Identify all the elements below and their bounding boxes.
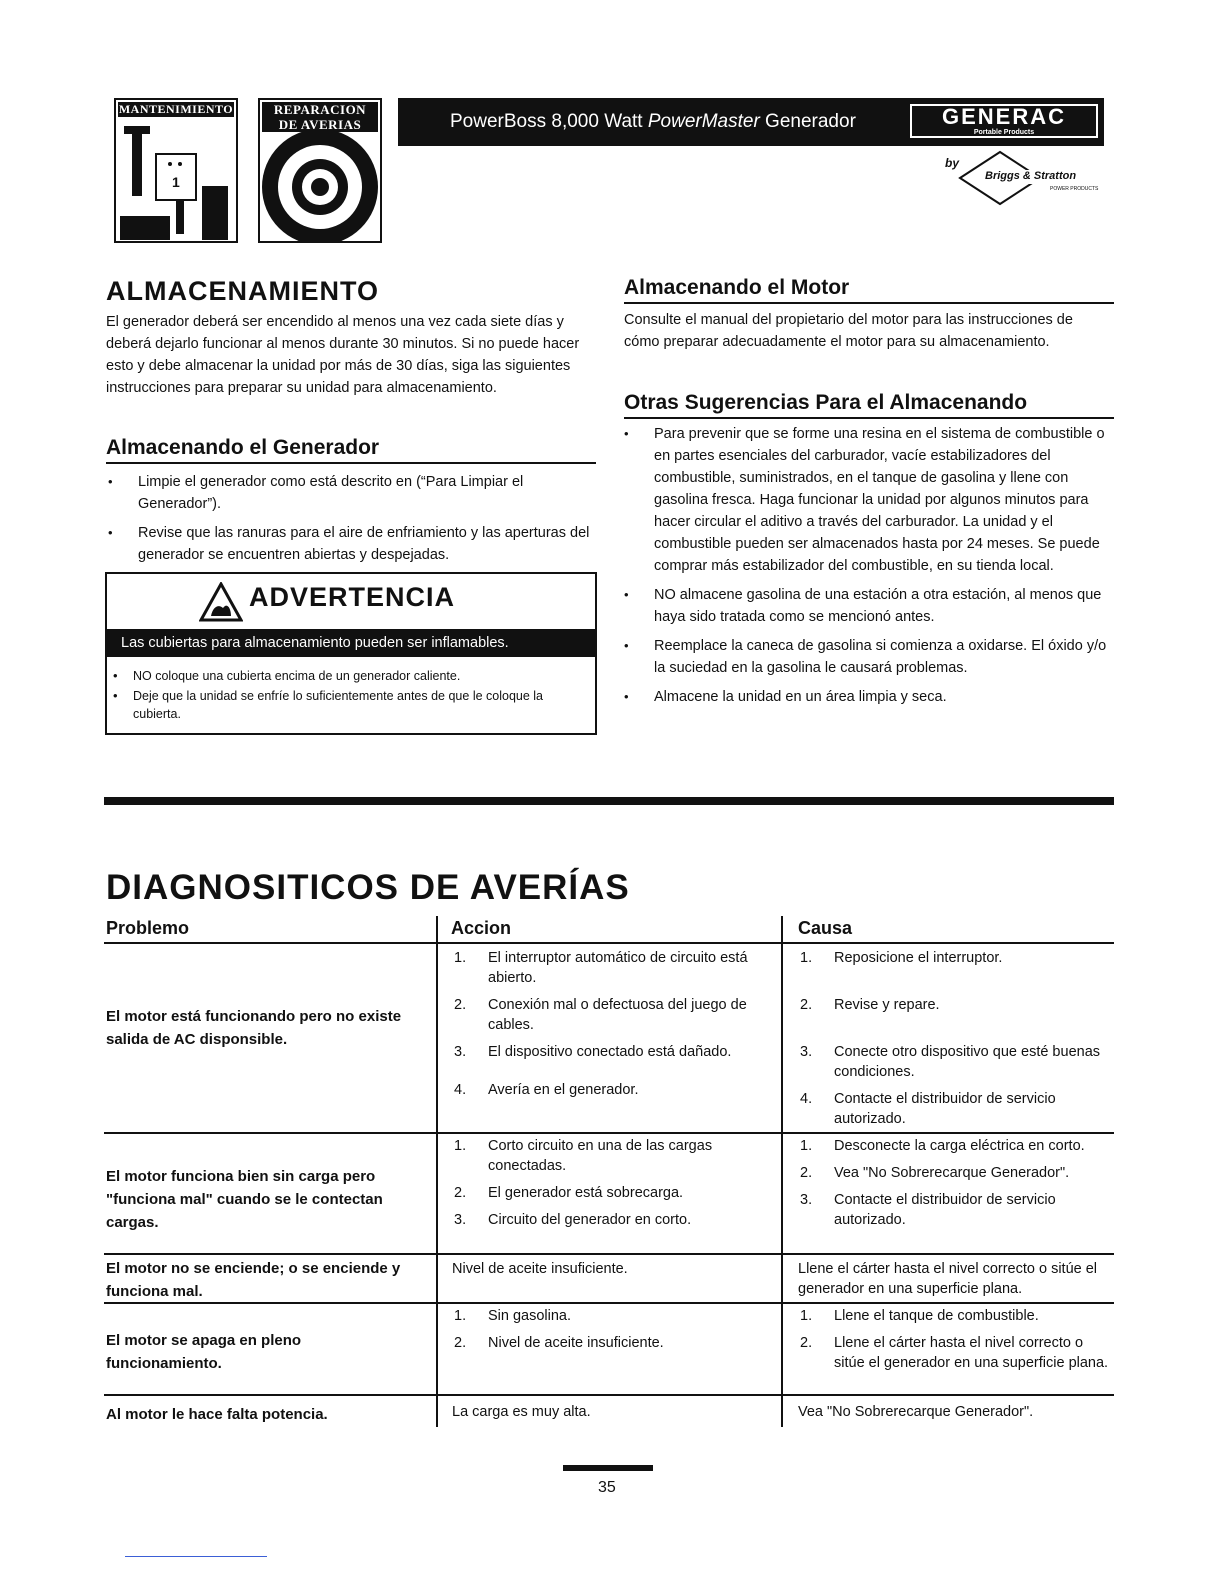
list-item bbox=[452, 1210, 772, 1230]
list-item bbox=[798, 948, 1114, 968]
section-divider bbox=[104, 797, 1114, 805]
row-rule bbox=[104, 1253, 1114, 1255]
item-text: Avería en el generador. bbox=[488, 1082, 639, 1098]
row3-problem: El motor no se enciende; o se enciende y funciona mal. bbox=[106, 1260, 401, 1300]
row2-actions bbox=[452, 1136, 772, 1237]
list-item bbox=[452, 1306, 772, 1326]
item-text: Corto circuito en una de las cargas conectadas. bbox=[488, 1138, 713, 1174]
generac-logo-inner bbox=[910, 104, 1098, 138]
briggs-stratton-sub: POWER PRODUCTS bbox=[1050, 186, 1099, 192]
list-item: • Deje que la unidad se enfríe lo suficientemente antes de que le coloque la cubierta. bbox=[111, 687, 551, 723]
title-end: Generador bbox=[759, 111, 856, 132]
item-text: Circuito del generador en corto. bbox=[488, 1212, 692, 1228]
row2-problem: El motor funciona bien sin carga pero "funciona mal" cuando se le contectan cargas. bbox=[106, 1168, 383, 1231]
page-number-bar bbox=[563, 1465, 653, 1471]
item-text: Conecte otro dispositivo que esté buenas condiciones. bbox=[834, 1044, 1101, 1080]
item-number: 1. bbox=[454, 950, 467, 966]
item-number: 3. bbox=[454, 1044, 467, 1060]
row3-cause: Llene el cárter hasta el nivel correcto o sitúe el generador en una superficie plana. bbox=[798, 1261, 1098, 1297]
row4-problem: El motor se apaga en pleno funcionamiento. bbox=[106, 1332, 302, 1372]
item-number: 1. bbox=[800, 950, 813, 966]
list-item bbox=[452, 1042, 772, 1062]
item-text: Vea "No Sobrerecarque Generador". bbox=[834, 1165, 1070, 1181]
page-number: 35 bbox=[598, 1479, 616, 1496]
target-icon bbox=[260, 132, 380, 242]
list-item bbox=[452, 1333, 772, 1353]
item-text: El generador está sobrecarga. bbox=[488, 1185, 684, 1201]
item-text: Sin gasolina. bbox=[488, 1308, 572, 1324]
item-text: Revise y repare. bbox=[834, 997, 940, 1013]
footer-link-line bbox=[125, 1556, 267, 1557]
maintenance-icon-title: MANTENIMIENTO bbox=[118, 102, 234, 116]
list-item bbox=[798, 1136, 1114, 1156]
troubleshooting-icon-title-1: REPARACION bbox=[262, 102, 378, 117]
other-suggestions-list bbox=[622, 423, 1112, 715]
item-number: 3. bbox=[454, 1212, 467, 1228]
list-item bbox=[798, 1333, 1114, 1373]
list-item bbox=[452, 1136, 772, 1176]
column-header-action: Accion bbox=[451, 918, 512, 938]
row5-problem: Al motor le hace falta potencia. bbox=[106, 1406, 328, 1423]
generator-storage-title: Almacenando el Generador bbox=[106, 436, 596, 464]
item-number: 3. bbox=[800, 1044, 813, 1060]
item-text: Contacte el distribuidor de servicio autorizado. bbox=[834, 1192, 1056, 1228]
troubleshooting-icon-title-2: DE AVERIAS bbox=[262, 117, 378, 132]
list-item bbox=[798, 1089, 1114, 1129]
title-italic: PowerMaster bbox=[647, 111, 760, 132]
storage-title: ALMACENAMIENTO bbox=[106, 276, 379, 306]
row-rule bbox=[104, 1394, 1114, 1396]
item-text: El dispositivo conectado está dañado. bbox=[488, 1044, 732, 1060]
column-header-problem: Problemo bbox=[106, 918, 190, 938]
row3-action: Nivel de aceite insuficiente. bbox=[452, 1261, 628, 1277]
motor-storage-text: Consulte el manual del propietario del motor para las instrucciones de cómo preparar adecuadamente el motor para su almacenamiento. bbox=[624, 312, 1073, 350]
maintenance-icon-box bbox=[114, 98, 238, 243]
list-item: • Revise que las ranuras para el aire de enfriamiento y las aperturas del generador se encuentren abiertas y despejadas. bbox=[106, 522, 592, 566]
item-number: 4. bbox=[800, 1091, 813, 1107]
item-text: Nivel de aceite insuficiente. bbox=[488, 1335, 664, 1351]
list-item: • Para prevenir que se forme una resina en el sistema de combustible o en partes esenciales del carburador, vacíe estabilizadores del combustible, suministrados, en el tanque de gasolina y llene con gasolina fresca. Haga funcionar la unidad por algunos minutos para hacer circular el aditivo a través del carburador. La unidad y el combustible pueden ser almacenados hasta por 24 meses. Se puede comprar más estabilizador del combustible, en su tienda local. bbox=[622, 423, 1112, 577]
item-text: El interruptor automático de circuito está abierto. bbox=[488, 950, 748, 986]
row5-cause: Vea "No Sobrerecarque Generador". bbox=[798, 1404, 1034, 1420]
item-number: 2. bbox=[800, 1165, 813, 1181]
list-item bbox=[798, 1190, 1114, 1230]
row5-action: La carga es muy alta. bbox=[452, 1404, 591, 1420]
list-item: • Limpie el generador como está descrito en (“Para Limpiar el Generador”). bbox=[106, 471, 592, 515]
warning-box bbox=[105, 572, 597, 735]
briggs-stratton-text: Briggs & Stratton bbox=[985, 170, 1077, 182]
item-text: Contacte el distribuidor de servicio autorizado. bbox=[834, 1091, 1056, 1127]
item-number: 1. bbox=[454, 1138, 467, 1154]
diagnostics-title: DIAGNOSITICOS DE AVERÍAS bbox=[106, 868, 630, 907]
by-label: by bbox=[945, 156, 960, 170]
item-number: 2. bbox=[800, 997, 813, 1013]
list-item: • Reemplace la caneca de gasolina si comienza a oxidarse. El óxido y/o la suciedad en la gasolina le causará problemas. bbox=[622, 635, 1112, 679]
column-divider bbox=[781, 916, 783, 1427]
list-item bbox=[452, 948, 772, 988]
item-number: 2. bbox=[454, 997, 467, 1013]
row4-actions bbox=[452, 1306, 772, 1360]
row1-problem: El motor está funcionando pero no existe salida de AC disponsible. bbox=[106, 1008, 402, 1048]
maintenance-icon-badge: 1 bbox=[172, 174, 180, 190]
row2-causes bbox=[798, 1136, 1114, 1237]
item-number: 1. bbox=[454, 1308, 467, 1324]
other-suggestions-title: Otras Sugerencias Para el Almacenando bbox=[624, 391, 1114, 419]
generator-storage-list bbox=[106, 471, 592, 573]
list-item bbox=[452, 1080, 772, 1100]
row-rule bbox=[104, 942, 1114, 944]
troubleshooting-icon-box bbox=[258, 98, 382, 243]
generac-logo bbox=[904, 98, 1104, 146]
warning-title: ADVERTENCIA bbox=[249, 582, 456, 612]
item-number: 4. bbox=[454, 1082, 467, 1098]
item-number: 1. bbox=[800, 1138, 813, 1154]
list-item: • NO coloque una cubierta encima de un generador caliente. bbox=[111, 667, 551, 685]
row1-actions bbox=[452, 948, 772, 1107]
item-number: 3. bbox=[800, 1192, 813, 1208]
item-text: Reposicione el interruptor. bbox=[834, 950, 1003, 966]
motor-storage-title: Almacenando el Motor bbox=[624, 276, 1114, 304]
column-divider bbox=[436, 916, 438, 1427]
item-number: 1. bbox=[800, 1308, 813, 1324]
list-item bbox=[452, 1183, 772, 1203]
title-bold: PowerBoss bbox=[450, 111, 547, 132]
item-text: Conexión mal o defectuosa del juego de cables. bbox=[488, 997, 747, 1033]
generac-logo-text: GENERAC bbox=[941, 104, 1066, 129]
column-header-cause: Causa bbox=[798, 918, 853, 938]
item-text: Desconecte la carga eléctrica en corto. bbox=[834, 1138, 1085, 1154]
item-text: Llene el cárter hasta el nivel correcto o sitúe el generador en una superficie plana. bbox=[834, 1335, 1109, 1371]
warning-list bbox=[111, 667, 551, 725]
list-item bbox=[798, 1163, 1114, 1183]
list-item bbox=[798, 1306, 1114, 1326]
list-item bbox=[452, 995, 772, 1035]
item-number: 2. bbox=[454, 1185, 467, 1201]
item-number: 2. bbox=[800, 1335, 813, 1351]
generac-logo-sub: Portable Products bbox=[973, 129, 1035, 136]
item-text: Llene el tanque de combustible. bbox=[834, 1308, 1039, 1324]
row1-causes bbox=[798, 948, 1114, 1136]
list-item bbox=[798, 1042, 1114, 1082]
document-title-bar bbox=[398, 98, 948, 146]
warning-triangle-icon bbox=[199, 582, 243, 622]
title-rest: 8,000 Watt bbox=[546, 111, 648, 132]
warning-bar: Las cubiertas para almacenamiento pueden ser inflamables. bbox=[107, 629, 595, 657]
list-item bbox=[798, 995, 1114, 1015]
storage-intro: El generador deberá ser encendido al menos una vez cada siete días y deberá dejarlo funcionar al menos durante 30 minutos. Si no puede hacer esto y debe almacenar la unidad por más de 30 días, siga las siguientes instrucciones para preparar su unidad para almacenamiento. bbox=[106, 314, 580, 396]
row4-causes bbox=[798, 1306, 1114, 1380]
list-item: • NO almacene gasolina de una estación a otra estación, al menos que haya sido tratada como se mencionó antes. bbox=[622, 584, 1112, 628]
item-number: 2. bbox=[454, 1335, 467, 1351]
list-item: • Almacene la unidad en un área limpia y seca. bbox=[622, 686, 1112, 708]
